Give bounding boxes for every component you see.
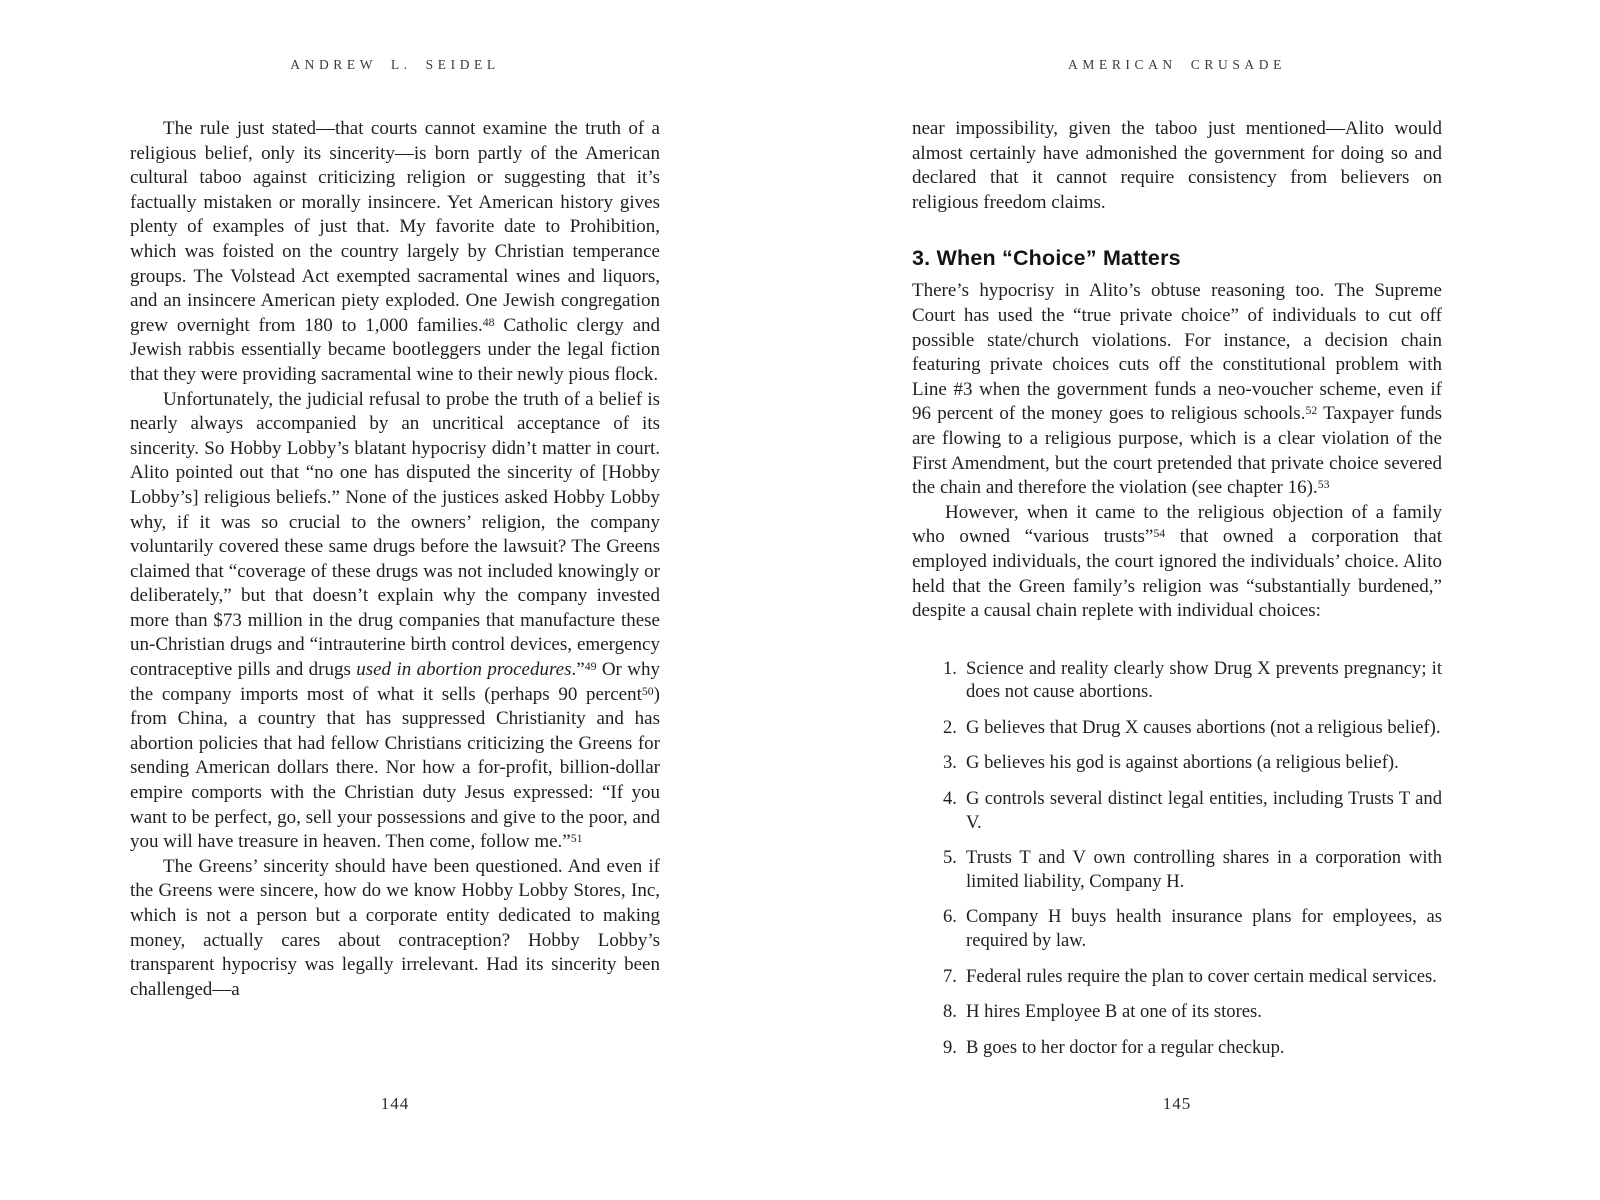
list-item-number: 7. [943, 965, 957, 987]
list-item-text: Science and reality clearly show Drug X prevents pregnancy; it does not cause abortions. [966, 657, 1442, 703]
list-item-text: Company H buys health insurance plans for employees, as required by law. [966, 906, 1442, 952]
body-paragraph: The Greens’ sincerity should have been questioned. And even if the Greens were sincere, how do we know Hobby Lobby Stores, Inc, which is not a person but a corporate entity dedicated to making money, actually cares about contraception? Hobby Lobby’s transparent hypocrisy was legally irrelevant. Had its sincerity been challenged—a [130, 855, 660, 1000]
list-item-text: G controls several distinct legal entities, including Trusts T and V. [966, 788, 1442, 833]
list-item [912, 657, 1442, 704]
list-item-text: Trusts T and V own controlling shares in a corporation with limited liability, Company H. [966, 847, 1442, 892]
running-head-author: ANDREW L. SEIDEL [290, 57, 500, 72]
list-item-number: 3. [943, 752, 957, 774]
list-item-number: 2. [943, 716, 957, 738]
list-item-number: 5. [943, 847, 957, 869]
list-item [912, 965, 1442, 989]
list-item [912, 1000, 1442, 1024]
page-number-right: 145 [1162, 1094, 1192, 1113]
list-item-text: B goes to her doctor for a regular checkup. [966, 1036, 1285, 1058]
footnote-ref: 48 [482, 315, 495, 329]
body-paragraph: There’s hypocrisy in Alito’s obtuse reasoning too. The Supreme Court has used the “true private choice” of individuals to cut off possible state/church violations. For instance, a decision chain featuring private choices cuts off the constitutional problem with Line #3 when the government funds a neo-voucher scheme, even if 96 percent of the money goes to religious schools.$^{52}$ Taxpayer funds are flowing to a religious purpose, which is a clear violation of the First Amendment, but the court pretended that private choice severed the chain and therefore the violation (see chapter 16).$^{53}$ [912, 280, 1442, 499]
list-item-number: 6. [943, 906, 957, 928]
footnote-ref: 53 [1317, 478, 1330, 492]
right-page-text-column [912, 117, 1442, 1071]
footnote-ref: 49 [584, 660, 597, 674]
body-paragraph: The rule just stated—that courts cannot examine the truth of a religious belief, only its sincerity—is born partly of the American cultural taboo against criticizing religion or suggesting that it’s factually mistaken or morally insincere. Yet American history gives plenty of examples of just that. My favorite date to Prohibition, which was foisted on the country largely by Christian temperance groups. The Volstead Act exempted sacramental wines and liquors, and an insincere American piety exploded. One Jewish congregation grew overnight from 180 to 1,000 families.$^{48}$ Catholic clergy and Jewish rabbis essentially became bootleggers under the legal fiction that they were providing sacramental wine to their newly pious flock. [130, 118, 661, 385]
body-paragraph: However, when it came to the religious objection of a family who owned “various trusts”$^{54}$ that owned a corporation that employed individuals, the court ignored the individuals’ choice. Alito held that the Green family’s religion was “substantially burdened,” despite a causal chain replete with individual choices: [912, 501, 1442, 622]
list-item [912, 751, 1442, 775]
list-item [912, 787, 1442, 834]
footnote-ref: 51 [570, 832, 583, 846]
list-item-text: G believes that Drug X causes abortions (not a religious belief). [966, 716, 1441, 738]
list-item [912, 716, 1442, 740]
body-paragraph: Unfortunately, the judicial refusal to probe the truth of a belief is nearly always accompanied by an uncritical acceptance of its sincerity. So Hobby Lobby’s blatant hypocrisy didn’t matter in court. Alito pointed out that “no one has disputed the sincerity of [Hobby Lobby’s] religious beliefs.” None of the justices asked Hobby Lobby why, if it was so crucial to the owners’ religion, the company voluntarily covered these same drugs before the lawsuit? The Greens claimed that “coverage of these drugs was not included knowingly or deliberately,” but that doesn’t explain why the company invested more than $73 million in the drug companies that manufacture these un-Christian drugs and “intrauterine birth control devices, emergency contraceptive pills and drugs used in abortion procedures.”$^{49}$ Or why the company imports most of what it sells (perhaps 90 percent$^{50}$) from China, a country that has suppressed Christianity and has abortion policies that had fellow Christians criticizing the Greens for sending American dollars there. Nor how a for-profit, billion-dollar empire comports with the Christian duty Jesus expressed: “If you want to be perfect, go, sell your possessions and give to the poor, and you will have treasure in heaven. Then come, follow me.”$^{51}$ [130, 388, 660, 853]
list-item [912, 846, 1442, 893]
footnote-ref: 50 [641, 684, 654, 698]
left-page-text-column [130, 117, 660, 1002]
list-item-number: 4. [943, 788, 957, 810]
list-item-number: 1. [943, 657, 957, 679]
section-heading: 3. When “Choice” Matters [912, 246, 1181, 271]
footnote-ref: 54 [1153, 527, 1166, 541]
body-paragraph: near impossibility, given the taboo just mentioned—Alito would almost certainly have admonished the government for doing so and declared that it cannot require consistency from believers on religious freedom claims. [912, 118, 1442, 213]
list-item-number: 8. [943, 1001, 957, 1023]
list-item-number: 9. [943, 1036, 957, 1058]
running-head-title: AMERICAN CRUSADE [1068, 57, 1286, 72]
page-number-left: 144 [380, 1094, 410, 1113]
list-item [912, 905, 1442, 952]
numbered-list [912, 657, 1442, 1060]
list-item-text: H hires Employee B at one of its stores. [966, 1001, 1262, 1023]
footnote-ref: 52 [1305, 404, 1318, 418]
list-item-text: Federal rules require the plan to cover certain medical services. [966, 965, 1437, 987]
list-item [912, 1036, 1442, 1060]
list-item-text: G believes his god is against abortions (a religious belief). [966, 752, 1399, 774]
